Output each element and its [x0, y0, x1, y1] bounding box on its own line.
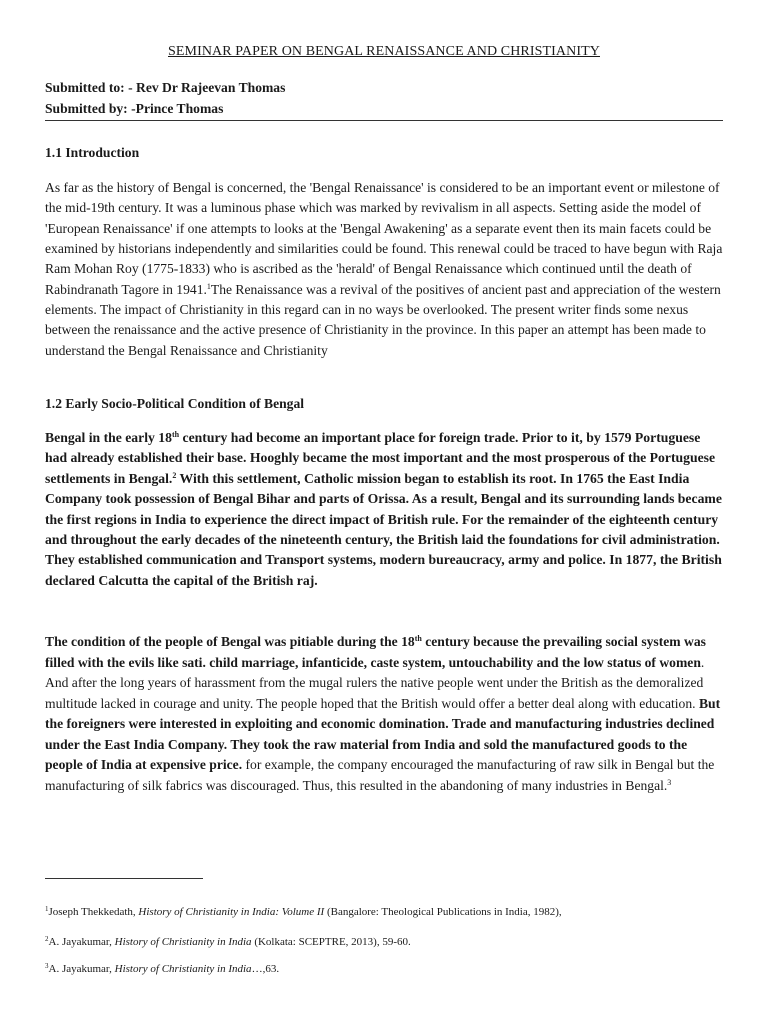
- p3-normal-b: for example, the company encouraged the manufacturing of raw silk in Bengal but the manufacturing of silk fabrics was discouraged. Thus, this resulted in the abandoning of many industries in Bengal.: [45, 757, 715, 793]
- footnote-book-title: History of Christianity in India: Volume II: [138, 906, 325, 918]
- p3-bold-b: century because the prevailing social system was filled with the evils like sati. child marriage, infanticide, caste system, untouchability and the low status of women: [45, 634, 706, 670]
- p2-text-b: century had become an important place for foreign trade. Prior to it, by 1579 Portuguese had already established their base. Hooghly became the most important and the most prosperous of the Portuguese settlements in Bengal.: [45, 430, 716, 486]
- section-heading-early-condition: 1.2 Early Socio-Political Condition of Bengal: [45, 396, 305, 411]
- footnote-1: [45, 906, 562, 918]
- footnote-3: [45, 963, 279, 975]
- early-condition-paragraph: [45, 428, 723, 591]
- footnote-publication: (Kolkata: SCEPTRE, 2013), 59-60.: [251, 936, 411, 948]
- footnote-author: Joseph Thekkedath,: [48, 906, 139, 918]
- submitted-by: Submitted by: -Prince Thomas: [45, 101, 224, 116]
- p3-bold-c: But the foreigners were interested in exploiting and economic domination. Trade and manufacturing industries declined under the East India Company. They took the raw material from India and sold the manufactured goods to the people of India at expensive price.: [45, 695, 721, 772]
- submitted-to: Submitted to: - Rev Dr Rajeevan Thomas: [45, 80, 286, 95]
- p2-text-c: With this settlement, Catholic mission began to establish its root. In 1765 the East India Company took possession of Bengal Bihar and parts of Orissa. As a result, Bengal and its surrounding lands became the first regions in India to experience the direct impact of British rule. For the remainder of the eighteenth century and throughout the early decades of the nineteenth century, the British laid the foundations for civil administration. They established communication and Transport systems, modern bureaucracy, army and police. In 1877, the British declared Calcutta the capital of the British raj.: [45, 470, 722, 588]
- footnote-book-title: History of Christianity in India: [114, 963, 252, 975]
- footnote-ref-3[interactable]: 3: [667, 777, 672, 787]
- footnote-number: 2: [45, 935, 49, 943]
- p3-normal-a: . And after the long years of harassment from the mugal rulers the native people went under the British as the demoralized multitude lacked in courage and unity. The people hoped that the British would offer a better deal along with education.: [45, 654, 705, 711]
- footnote-book-title: History of Christianity in India: [114, 936, 252, 948]
- introduction-paragraph: [45, 178, 723, 361]
- people-condition-paragraph: [45, 632, 723, 796]
- footnote-author: A. Jayakumar,: [48, 963, 115, 975]
- footnote-2: [45, 936, 411, 948]
- intro-text-part-2: The Renaissance was a revival of the positives of ancient past and appreciation of the western elements. The impact of Christianity in this regard can in no ways be overlooked. The present writer finds some nexus between the renaissance and the active presence of Christianity in the province. In this paper an attempt has been made to understand the Bengal Renaissance and Christianity: [45, 281, 721, 358]
- footnote-number: 1: [45, 905, 49, 913]
- footnote-ref-2[interactable]: 2: [172, 470, 177, 480]
- footnote-number: 3: [45, 962, 49, 970]
- footnote-divider: [45, 878, 203, 879]
- p3-bold-a: The condition of the people of Bengal was pitiable during the 18: [45, 634, 415, 649]
- footnote-publication: (Bangalore: Theological Publications in India, 1982),: [324, 906, 562, 918]
- document-title: SEMINAR PAPER ON BENGAL RENAISSANCE AND CHRISTIANITY: [168, 44, 600, 59]
- footnote-author: A. Jayakumar,: [48, 936, 115, 948]
- section-heading-introduction: 1.1 Introduction: [45, 145, 140, 160]
- ordinal-suffix: th: [414, 634, 422, 643]
- p2-text-a: Bengal in the early 18: [45, 430, 172, 445]
- footnote-ref-1[interactable]: 1: [206, 281, 211, 291]
- intro-text-part-1: As far as the history of Bengal is concerned, the 'Bengal Renaissance' is considered to be an important event or milestone of the mid-19th century. It was a luminous phase which was marked by revivalism in all aspects. Setting aside the model of 'European Renaissance' if one attempts to looks at the 'Bengal Awakening' as a separate event then its main facets could be examined by historians independently and similarities could be found. This renewal could be traced to have begun with Raja Ram Mohan Roy (1775-1833) who is ascribed as the 'herald' of Bengal Renaissance which continued until the death of Rabindranath Tagore in 1941.: [45, 180, 723, 297]
- ordinal-suffix: th: [171, 430, 180, 439]
- footnote-publication: …,63.: [251, 963, 280, 975]
- header-divider: [45, 120, 723, 121]
